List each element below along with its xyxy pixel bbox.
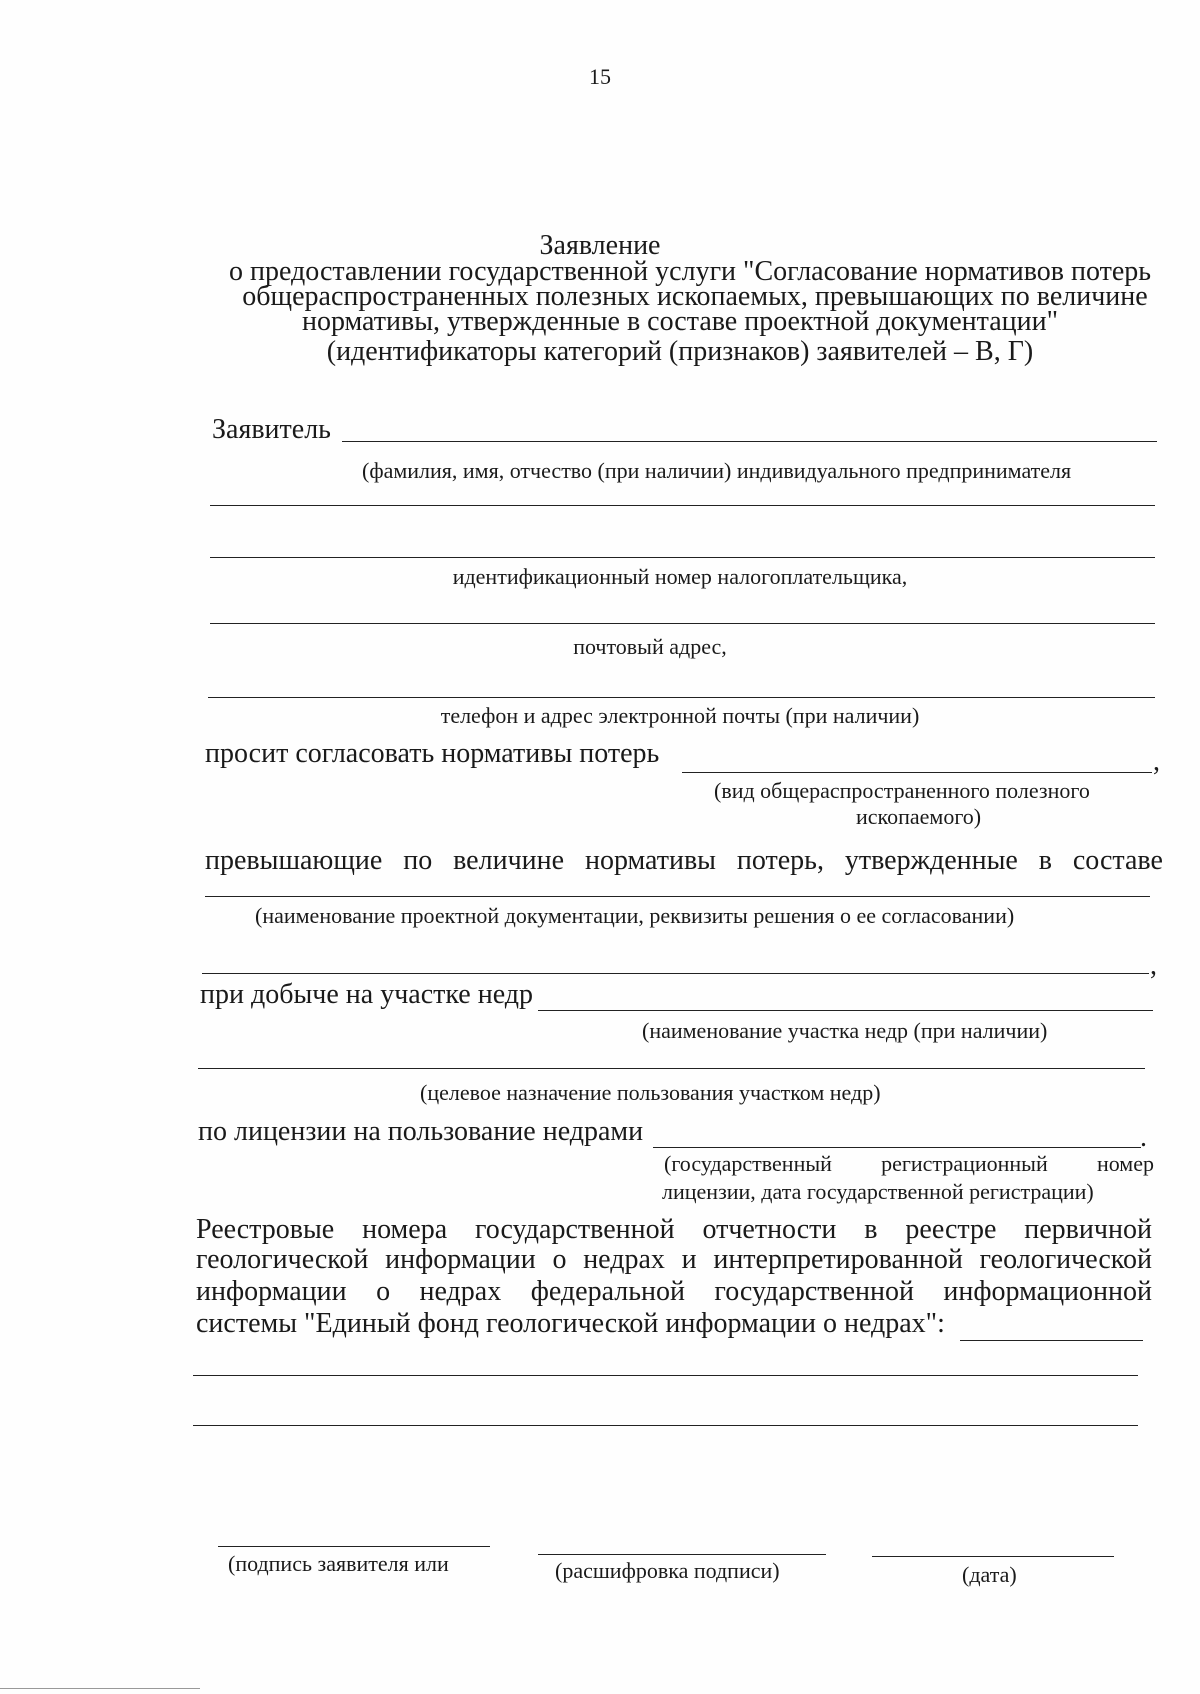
exceeding-line (205, 847, 1163, 875)
header-line-1: о предоставлении государственной услуги "Согласование нормативов потерь (228, 256, 1152, 287)
registry-word: геологической (979, 1244, 1152, 1275)
request-label: просит согласовать нормативы потерь (205, 738, 660, 769)
registry-word: федеральной (530, 1276, 685, 1307)
registry-word: информации (196, 1276, 347, 1307)
project-docs-line-2[interactable] (202, 973, 1149, 974)
exceeding-word: составе (1072, 845, 1163, 876)
registry-line-3 (196, 1278, 1152, 1306)
applicant-extra-line[interactable] (210, 505, 1155, 506)
header-line-3: нормативы, утвержденные в составе проектной документации" (301, 306, 1059, 337)
registry-word: информации (385, 1244, 536, 1275)
registry-word: отчетности (702, 1214, 837, 1245)
registry-word: интерпретированной (713, 1244, 963, 1275)
project-docs-line[interactable] (205, 896, 1150, 897)
decryption-line[interactable] (538, 1554, 826, 1555)
registry-word: первичной (1024, 1214, 1152, 1245)
inn-hint: идентификационный номер налогоплательщика, (452, 564, 908, 589)
project-docs-hint: (наименование проектной документации, реквизиты решения о ее согласовании) (255, 903, 1015, 928)
registry-word: информационной (943, 1276, 1152, 1307)
license-hint-word: номер (1096, 1151, 1154, 1176)
registry-word: государственной (714, 1276, 914, 1307)
exceeding-word: потерь, (736, 845, 824, 876)
registry-word: о (552, 1244, 567, 1275)
license-hint-word: (государственный (664, 1151, 832, 1176)
registry-line-1 (196, 1216, 1152, 1244)
registry-word: государственной (475, 1214, 675, 1245)
registry-word: и (681, 1244, 697, 1275)
header-line-2: общераспространенных полезных ископаемых, превышающих по величине (242, 281, 1148, 312)
registry-word: Реестровые (196, 1214, 335, 1245)
registry-word: недрах (419, 1276, 502, 1307)
license-line[interactable] (653, 1147, 1141, 1148)
mineral-hint-2: ископаемого) (856, 804, 982, 829)
exceeding-word: по (403, 845, 433, 876)
registry-word: недрах (583, 1244, 665, 1275)
applicant-name-hint: (фамилия, имя, отчество (при наличии) индивидуального предпринимателя (362, 458, 1072, 483)
mineral-line[interactable] (682, 772, 1152, 773)
exceeding-word: нормативы (584, 845, 716, 876)
decryption-hint: (расшифровка подписи) (555, 1558, 780, 1583)
contacts-line[interactable] (208, 697, 1155, 698)
header-line-4: (идентификаторы категорий (признаков) заявителей – В, Г) (326, 336, 1034, 367)
license-period: . (1140, 1122, 1147, 1153)
license-hint-2: лицензии, дата государственной регистрации) (662, 1179, 1094, 1204)
subsoil-label: при добыче на участке недр (200, 979, 533, 1010)
registry-input-line-3[interactable] (193, 1425, 1138, 1426)
page-number: 15 (589, 64, 611, 89)
exceeding-word: утвержденные (844, 845, 1018, 876)
license-hint-word: регистрационный (881, 1151, 1048, 1176)
applicant-label: Заявитель (212, 414, 331, 445)
registry-word: в (864, 1214, 878, 1245)
project-docs-comma: , (1150, 950, 1157, 981)
signature-line[interactable] (218, 1546, 490, 1547)
mineral-comma: , (1153, 746, 1160, 777)
date-line[interactable] (872, 1556, 1114, 1557)
subsoil-plot-hint: (наименование участка недр (при наличии) (642, 1018, 1048, 1043)
date-hint: (дата) (962, 1562, 1017, 1587)
license-label: по лицензии на пользование недрами (198, 1116, 644, 1147)
inn-line[interactable] (210, 557, 1155, 558)
applicant-name-line[interactable] (342, 441, 1157, 442)
exceeding-word: величине (453, 845, 565, 876)
exceeding-word: превышающие (205, 845, 383, 876)
subsoil-plot-line[interactable] (538, 1010, 1153, 1011)
exceeding-word: в (1038, 845, 1052, 876)
address-hint: почтовый адрес, (573, 634, 727, 659)
signature-hint: (подпись заявителя или (228, 1551, 449, 1576)
registry-word: реестре (905, 1214, 997, 1245)
document-title: Заявление (539, 230, 661, 261)
license-hint-1 (664, 1153, 1154, 1175)
registry-input-line-2[interactable] (193, 1375, 1138, 1376)
registry-input-line-1[interactable] (960, 1340, 1143, 1341)
scan-edge-line (0, 1688, 200, 1689)
address-line[interactable] (210, 623, 1155, 624)
contacts-hint: телефон и адрес электронной почты (при наличии) (440, 703, 920, 728)
registry-word: номера (362, 1214, 448, 1245)
subsoil-purpose-hint: (целевое назначение пользования участком недр) (420, 1080, 881, 1105)
mineral-hint-1: (вид общераспространенного полезного (714, 778, 1090, 803)
registry-word: о (376, 1276, 391, 1307)
registry-line-2 (196, 1246, 1152, 1274)
registry-line-4: системы "Единый фонд геологической информации о недрах": (196, 1308, 945, 1339)
registry-word: геологической (196, 1244, 369, 1275)
subsoil-purpose-line[interactable] (198, 1068, 1145, 1069)
